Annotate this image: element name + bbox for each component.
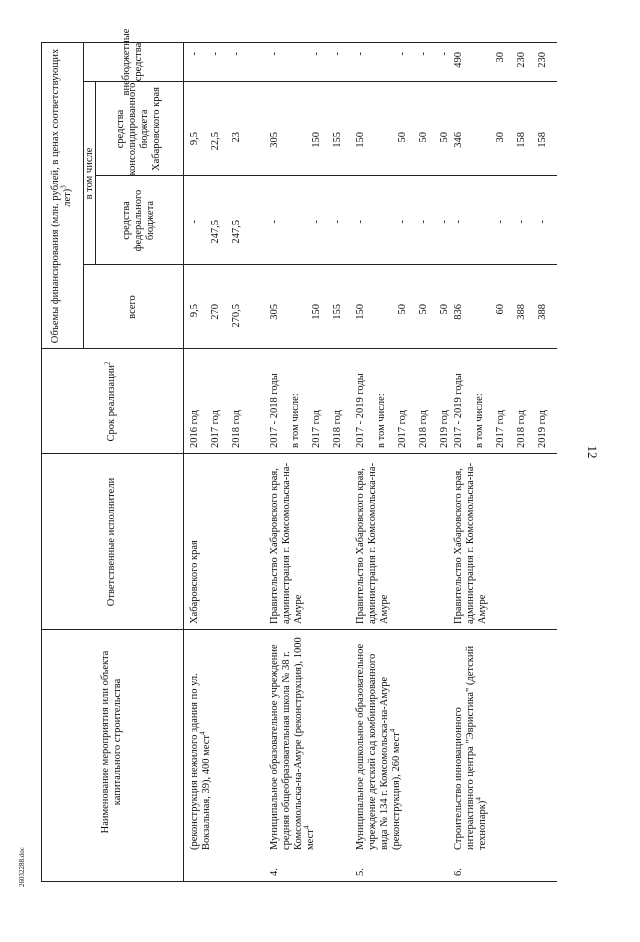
header-funding: Объемы финансирования (млн. рублей, в ценах соответствующих лет)$^3$ [50,48,73,344]
row-responsible: Правительство Хабаровского края, администрация г. Комсомольска-на-Амуре [355,462,390,624]
period-cell: 2019 год [439,410,450,448]
offbudget-cell: - [418,52,429,56]
row-name: Муниципальное дошкольное образовательное учреждение детский сад комбинированного вида № 134 г. Комсомольска-на-Амуре (реконструкция), 260 мест$^4$ [355,643,402,850]
offbudget-cell: 230 [516,52,527,68]
header-including: в том числе [83,147,95,200]
regional-cell: 30 [495,132,506,143]
header-name: Наименование мероприятия или объекта капитального строительства [100,650,123,834]
period-cell: 2018 год [231,410,242,448]
total-cell: 155 [332,304,343,320]
regional-cell: 150 [355,132,366,148]
federal-cell: - [311,220,322,224]
offbudget-cell: - [269,52,280,56]
total-cell: 388 [516,304,527,320]
header-federal: средства федерального бюджета [121,189,156,252]
period-cell: в том числе: [290,393,301,448]
regional-cell: 150 [311,132,322,148]
col-line [95,175,557,176]
federal-cell: - [355,220,366,224]
total-cell: 60 [495,304,506,315]
total-cell: 836 [453,304,464,320]
total-cell: 50 [418,304,429,315]
offbudget-cell: - [311,52,322,56]
col-line [41,453,557,454]
row-number: 6. [453,868,464,876]
period-cell: 2017 год [210,410,221,448]
total-cell: 270,5 [231,304,242,328]
offbudget-cell: - [231,52,242,56]
regional-cell: 22,5 [210,132,221,151]
row-responsible: Правительство Хабаровского края, администрация г. Комсомольска-на-Амуре [453,462,488,624]
document-id: 26032288.doc [18,847,26,887]
row-name: Строительство инновационного интерактивного центра "Эвристика" (детский технопарк)$^4$ [453,645,488,850]
offbudget-cell: 30 [495,52,506,63]
col-line [41,42,557,43]
federal-cell: - [397,220,408,224]
row-responsible: Правительство Хабаровского края, администрация г. Комсомольска-на-Амуре [269,462,304,624]
period-cell: 2018 год [516,410,527,448]
header-offbudget: внебюджетные средства [121,28,144,96]
header-bottom-line [183,42,184,882]
period-cell: 2017 - 2018 годы [269,373,280,448]
total-cell: 388 [537,304,548,320]
total-cell: 305 [269,304,280,320]
total-cell: 50 [439,304,450,315]
federal-cell: - [189,220,200,224]
period-cell: 2017 - 2019 годы [355,373,366,448]
header-total: всего [127,295,138,319]
header-responsible: Ответственные исполнители [106,477,117,607]
period-cell: 2019 год [537,410,548,448]
row-responsible: Хабаровского края [189,540,200,624]
row-name: Муниципальное образовательное учреждение средняя общеобразовательная школа № 38 г. Комсомольска-на-Амуре (реконструкция), 1000 мест$^4$ [269,637,316,850]
federal-cell: - [269,220,280,224]
offbudget-cell: 490 [453,52,464,68]
period-cell: в том числе: [376,393,387,448]
federal-cell: - [332,220,343,224]
period-cell: в том числе: [474,393,485,448]
offbudget-cell: - [397,52,408,56]
col-line [41,629,557,630]
period-cell: 2017 - 2019 годы [453,373,464,448]
period-cell: 2017 год [397,410,408,448]
regional-cell: 158 [537,132,548,148]
page-number: 12 [585,445,600,459]
row-number: 5. [355,868,366,876]
funding-table [37,28,557,882]
offbudget-cell: - [355,52,366,56]
offbudget-cell: - [439,52,450,56]
period-cell: 2017 год [495,410,506,448]
period-cell: 2016 год [189,410,200,448]
regional-cell: 9,5 [189,132,200,146]
federal-cell: 247,5 [210,220,221,244]
header-period: Срок реализации$^2$ [103,361,117,442]
regional-cell: 50 [439,132,450,143]
offbudget-cell: - [332,52,343,56]
header-regional: средства консолидированного бюджета Хабаровского края [115,82,162,176]
regional-cell: 305 [269,132,280,148]
regional-cell: 158 [516,132,527,148]
offbudget-cell: - [210,52,221,56]
total-cell: 9,5 [189,304,200,318]
col-line [41,881,557,882]
offbudget-cell: 230 [537,52,548,68]
regional-cell: 155 [332,132,343,148]
row-name: (реконструкция нежилого здания по ул. Вокзальная, 39), 400 мест$^4$ [189,673,212,850]
regional-cell: 346 [453,132,464,148]
col-line [41,348,557,349]
offbudget-cell: - [189,52,200,56]
period-cell: 2018 год [332,410,343,448]
federal-cell: - [537,220,548,224]
total-cell: 150 [311,304,322,320]
total-cell: 50 [397,304,408,315]
federal-cell: 247,5 [231,220,242,244]
total-cell: 150 [355,304,366,320]
federal-cell: - [453,220,464,224]
federal-cell: - [516,220,527,224]
federal-cell: - [418,220,429,224]
regional-cell: 50 [418,132,429,143]
federal-cell: - [439,220,450,224]
regional-cell: 50 [397,132,408,143]
total-cell: 270 [210,304,221,320]
row-number: 4. [269,868,280,876]
col-line [83,264,557,265]
period-cell: 2017 год [311,410,322,448]
regional-cell: 23 [231,132,242,143]
period-cell: 2018 год [418,410,429,448]
federal-cell: - [495,220,506,224]
